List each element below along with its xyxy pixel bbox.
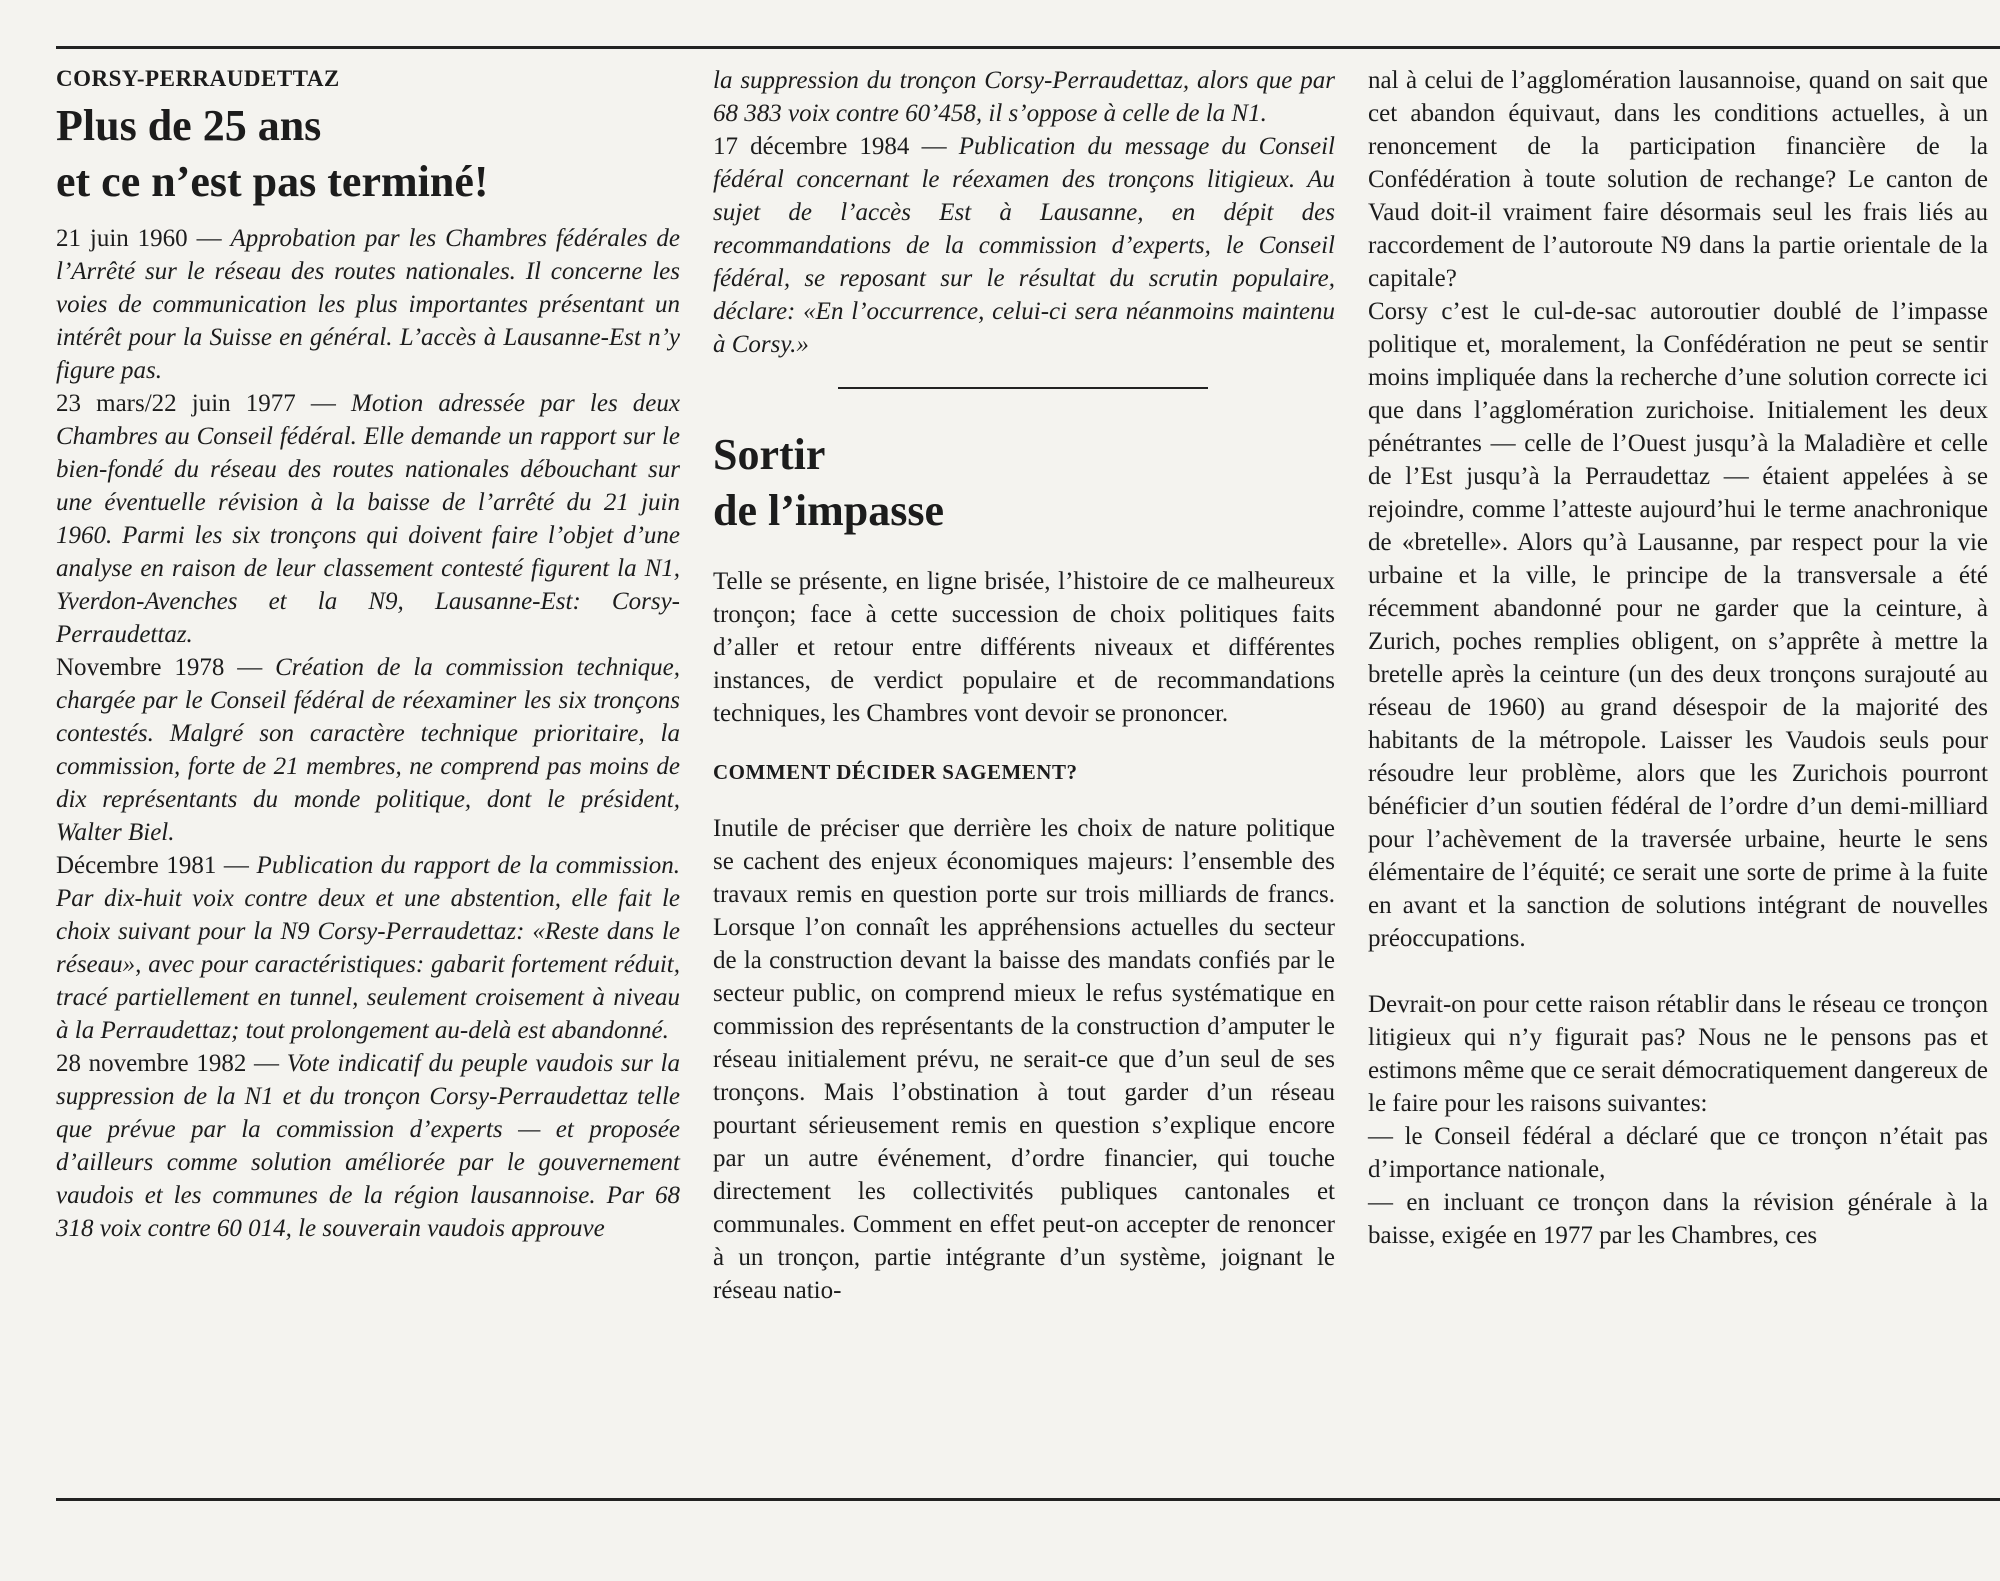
timeline-text: Approbation par les Chambres fédérales de l’Arrêté sur le réseau des routes nationales. Il concerne les voies de communication les plus importantes présentant un intérêt pour la Suisse en général. L’accès à Lausanne-Est n’y figure pas. [56,225,680,384]
timeline-entry [56,651,680,849]
column-left [56,64,680,1245]
timeline-date: Décembre 1981 — [56,852,257,879]
list-item: — en incluant ce tronçon dans la révision générale à la baisse, exigée en 1977 par les Chambres, ces [1368,1189,1988,1249]
timeline-date: 28 novembre 1982 — [56,1050,287,1077]
timeline-text: Motion adressée par les deux Chambres au Conseil fédéral. Elle demande un rapport sur le bien-fondé du réseau des routes nationales débouchant sur une éventuelle révision à la baisse de l’arrêté du 21 juin 1960. Parmi les six tronçons qui doivent faire l’objet d’une analyse en raison de leur classement contesté figurent la N1, Yverdon-Avenches et la N9, Lausanne-Est: Corsy-Perraudettaz. [56,390,680,648]
paragraph-gap [1368,955,1988,988]
timeline-entry [713,130,1335,361]
body-paragraph: Corsy c’est le cul-de-sac autoroutier doublé de l’impasse politique et, moralement, la Confédération ne peut se sentir moins impliquée dans la recherche d’une solution correcte ici que dans l’agglomération zurichoise. Initialement les deux pénétrantes — celle de l’Ouest jusqu’à la Maladière et celle de l’Est jusqu’à la Perraudettaz — étaient appelées à se rejoindre, comme l’atteste aujourd’hui le terme anachronique de «bretelle». Alors qu’à Lausanne, par respect pour la vie urbaine et la ville, le principe de la transversale a été récemment abandonné pour ne garder que la ceinture, à Zurich, poches remplies obligent, on s’apprête à mettre la bretelle après la ceinture (un des deux tronçons surajouté au réseau de 1960) au grand désespoir de la majorité des habitants de la métropole. Laisser les Vaudois seuls pour résoudre leur problème, alors que les Zurichois pourront bénéficier d’un soutien fédéral de l’ordre d’un demi-milliard pour l’achèvement de la traversée urbaine, heurte le sens élémentaire de l’équité; ce serait une sorte de prime à la fuite en avant et la sanction de solutions intégrant de nouvelles préoccupations. [1368,298,1988,952]
timeline-entry [56,849,680,1047]
section-divider [838,387,1208,389]
timeline-date: Novembre 1978 — [56,654,276,681]
timeline-text: Publication du rapport de la commission. Par dix-huit voix contre deux et une abstention, elle fait le choix suivant pour la N9 Corsy-Perraudettaz: «Reste dans le réseau», avec pour caractéristiques: gabarit fortement réduit, tracé partiellement en tunnel, seulement croisement à niveau à la Perraudettaz; tout prolongement au-delà est abandonné. [56,852,680,1044]
timeline-entry [56,222,680,387]
headline-line-1: Plus de 25 ans [56,101,322,150]
bottom-rule [56,1498,2000,1501]
timeline-entry [56,387,680,651]
section-heading-line-1: Sortir [713,430,826,479]
timeline-date: 17 décembre 1984 — [713,133,959,160]
headline-line-2: et ce n’est pas terminé! [56,157,489,206]
intro-paragraph: Telle se présente, en ligne brisée, l’histoire de ce malheureux tronçon; face à cette succession de choix politiques faits d’aller et retour entre différents niveaux et différentes instances, de verdict populaire et de recommandations techniques, les Chambres vont devoir se prononcer. [713,568,1335,727]
body-paragraph: Devrait-on pour cette raison rétablir dans le réseau ce tronçon litigieux qui n’y figurait pas? Nous ne le pensons pas et estimons même que ce serait démocratiquement dangereux de le faire pour les raisons suivantes: [1368,991,1988,1117]
column-middle [713,64,1335,1307]
timeline-text: Création de la commission technique, chargée par le Conseil fédéral de réexaminer les six tronçons contestés. Malgré son caractère technique prioritaire, la commission, forte de 21 membres, ne comprend pas moins de dix représentants du monde politique, dont le président, Walter Biel. [56,654,680,846]
timeline-text: Vote indicatif du peuple vaudois sur la suppression de la N1 et du tronçon Corsy-Perraudettaz telle que prévue par la commission d’experts — et proposée d’ailleurs comme solution améliorée par le gouvernement vaudois et les communes de la région lausannoise. Par 68 318 voix contre 60 014, le souverain vaudois approuve [56,1050,680,1242]
kicker: CORSY-PERRAUDETTAZ [56,66,340,91]
section-heading-line-2: de l’impasse [713,486,944,535]
main-headline [56,98,680,210]
body-paragraph: Inutile de préciser que derrière les choix de nature politique se cachent des enjeux économiques majeurs: l’ensemble des travaux remis en question porte sur trois milliards de francs. Lorsque l’on connaît les appréhensions actuelles du secteur de la construction devant la baisse des mandats confiés par le secteur public, on comprend mieux le refus systématique en commission des représentants de la construction d’amputer le réseau initialement prévu, ne serait-ce que d’un seul de ses tronçons. Mais l’obstination à tout garder d’un réseau pourtant sérieusement remis en question s’explique encore par un autre événement, d’ordre financier, qui touche directement les collectivités publiques cantonales et communales. Comment en effet peut-on accepter de renoncer à un tronçon, partie intégrante d’un système, joignant le réseau natio- [713,815,1335,1304]
timeline-date: 23 mars/22 juin 1977 — [56,390,352,417]
timeline-date: 21 juin 1960 — [56,225,231,252]
timeline-text: Publication du message du Conseil fédéral concernant le réexamen des tronçons litigieux. Au sujet de l’accès Est à Lausanne, en dépit des recommandations de la commission d’experts, le Conseil fédéral, se reposant sur le résultat du scrutin populaire, déclare: «En l’occurrence, celui-ci sera néanmoins maintenu à Corsy.» [713,133,1335,358]
list-item: — le Conseil fédéral a déclaré que ce tronçon n’était pas d’importance nationale, [1368,1123,1988,1183]
top-rule [56,46,2000,49]
timeline-continuation [713,64,1335,130]
section-heading [713,427,1335,539]
subheading: COMMENT DÉCIDER SAGEMENT? [713,760,1078,784]
body-paragraph: nal à celui de l’agglomération lausannoise, quand on sait que cet abandon équivaut, dans les conditions actuelles, à un renoncement de la participation financière de la Confédération à toute solution de rechange? Le canton de Vaud doit-il vraiment faire désormais seul les frais liés au raccordement de l’autoroute N9 dans la partie orientale de la capitale? [1368,67,1988,292]
timeline-text: la suppression du tronçon Corsy-Perraudettaz, alors que par 68 383 voix contre 60’458, il s’oppose à celle de la N1. [713,67,1335,127]
column-right [1368,64,1988,1252]
timeline-entry [56,1047,680,1245]
